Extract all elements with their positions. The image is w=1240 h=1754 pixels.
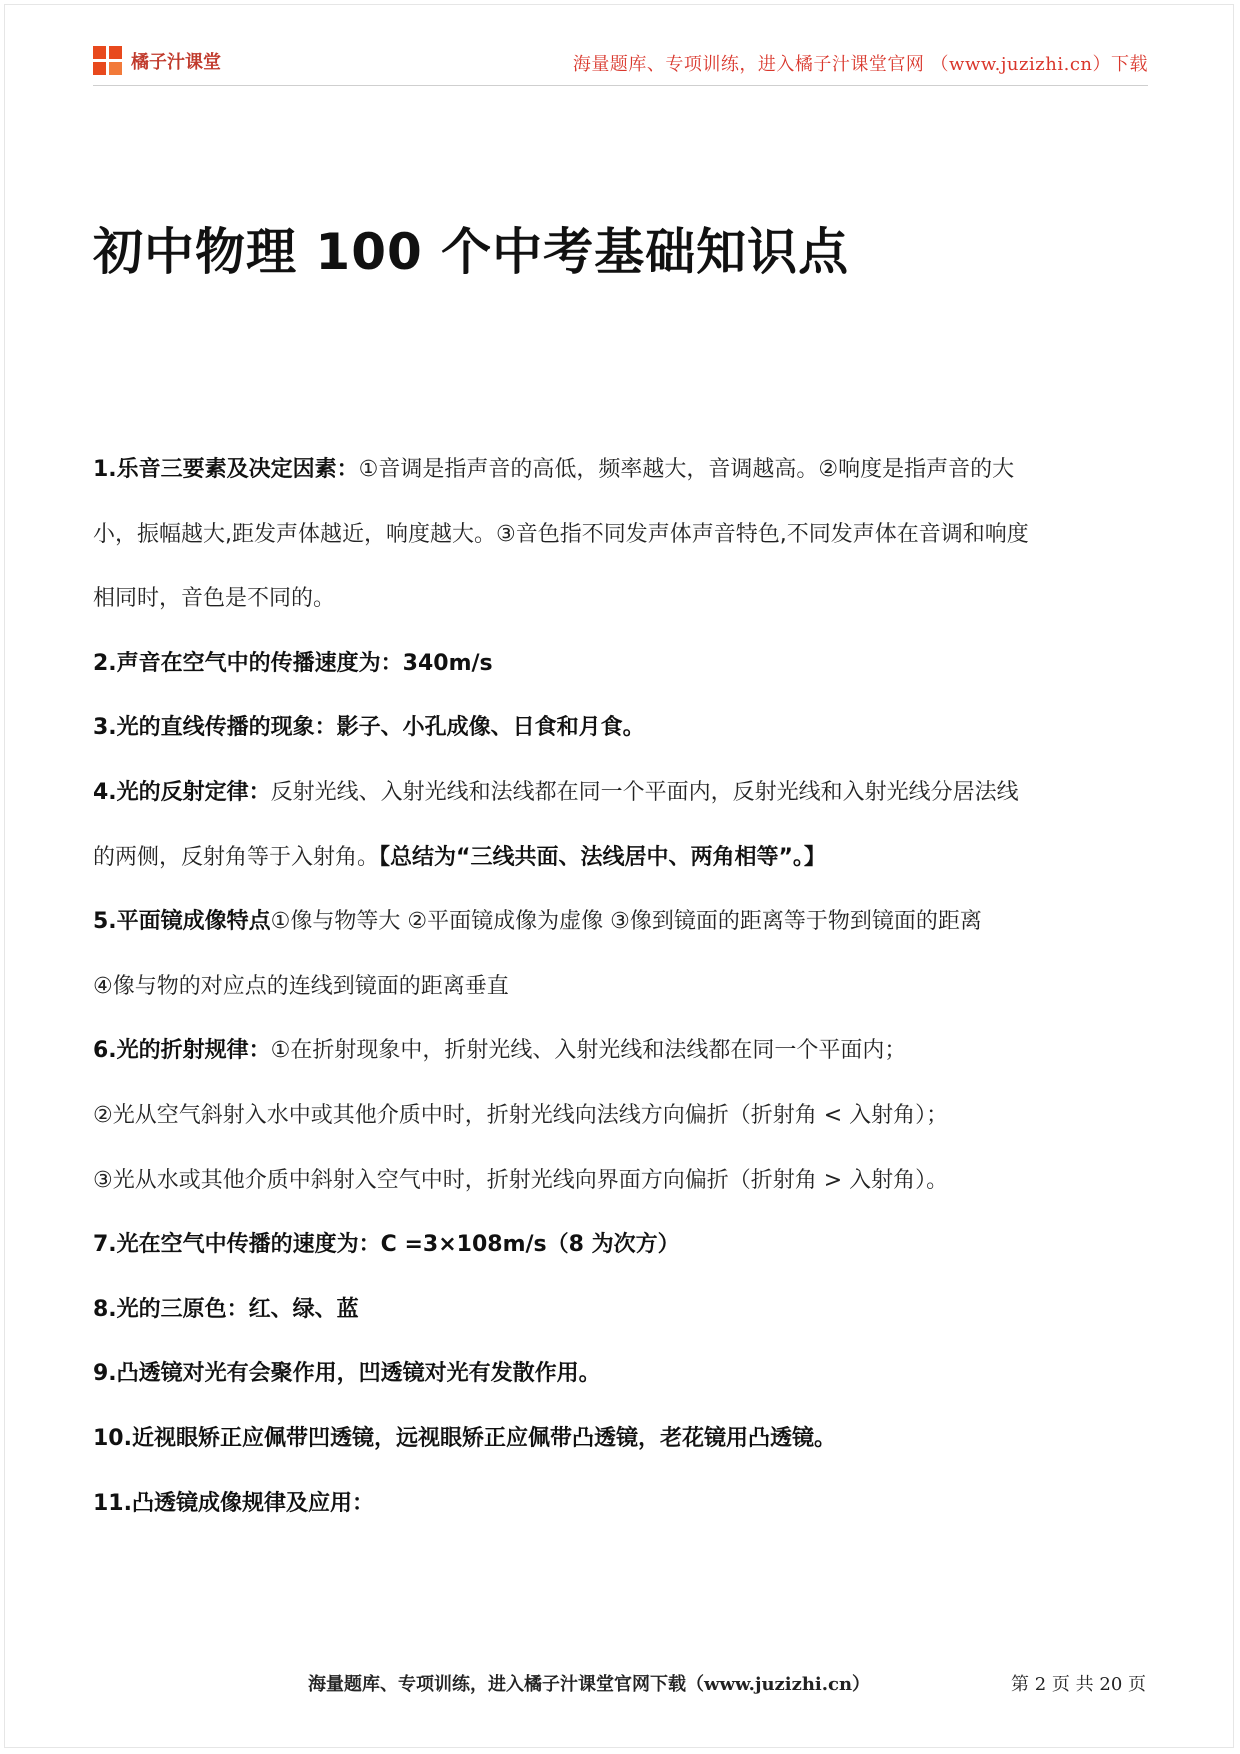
point-text: ①在折射现象中，折射光线、入射光线和法线都在同一个平面内；: [270, 1038, 907, 1064]
point-text: 相同时，音色是不同的。: [93, 586, 336, 612]
page-footer: [0, 1670, 1240, 1700]
text-line: [93, 1472, 1153, 1537]
text-line: [93, 1149, 1153, 1214]
footer-slogan-link[interactable]: 海量题库、专项训练，进入橘子汁课堂官网下载（www.juzizhi.cn）: [308, 1674, 871, 1695]
point-text: ①像与物等大 ②平面镜成像为虚像 ③像到镜面的距离等于物到镜面的距离: [270, 909, 982, 935]
point-heading: 8.光的三原色：红、绿、蓝: [93, 1296, 359, 1322]
point-heading: 7.光在空气中传播的速度为：C =3×108m/s（8 为次方）: [93, 1232, 680, 1258]
text-line: [93, 632, 1153, 697]
document-body: [93, 438, 1153, 1536]
header-slogan-link[interactable]: 海量题库、专项训练，进入橘子汁课堂官网 （www.juzizhi.cn）下载: [572, 54, 1148, 75]
point-heading: 4.光的反射定律：: [93, 779, 271, 805]
text-line: [93, 567, 1153, 632]
page-number: 第 2 页 共 20 页: [1011, 1674, 1146, 1695]
point-text: 的两侧，反射角等于入射角。: [93, 844, 380, 870]
point-text: ③光从水或其他介质中斜射入空气中时，折射光线向界面方向偏折（折射角 > 入射角）。: [93, 1167, 949, 1193]
document-title: 初中物理 100 个中考基础知识点: [93, 223, 850, 281]
header-divider: [93, 85, 1148, 86]
point-heading: 9.凸透镜对光有会聚作用，凹透镜对光有发散作用。: [93, 1361, 601, 1387]
point-summary: 【总结为“三线共面、法线居中、两角相等”。】: [379, 844, 826, 870]
page-header: [93, 38, 1148, 84]
point-heading: 5.平面镜成像特点: [93, 909, 271, 935]
text-line: [93, 696, 1153, 761]
point-heading: 11.凸透镜成像规律及应用：: [93, 1490, 374, 1516]
text-line: [93, 1278, 1153, 1343]
text-line: [93, 1213, 1153, 1278]
text-line: [93, 761, 1153, 826]
point-text: ①音调是指声音的高低，频率越大，音调越高。②响度是指声音的大: [358, 457, 1015, 482]
point-text: ②光从空气斜射入水中或其他介质中时，折射光线向法线方向偏折（折射角 < 入射角）；: [93, 1102, 949, 1128]
logo-icon: [93, 46, 123, 76]
text-line: [93, 1019, 1153, 1084]
brand-logo[interactable]: [93, 46, 221, 76]
point-heading: 1.乐音三要素及决定因素：: [93, 457, 359, 482]
text-line: [93, 890, 1153, 955]
text-line: [93, 955, 1153, 1020]
point-heading: 3.光的直线传播的现象：影子、小孔成像、日食和月食。: [93, 715, 645, 741]
brand-name: 橘子汁课堂: [131, 52, 221, 73]
text-line: [93, 503, 1153, 568]
text-line: [93, 1342, 1153, 1407]
point-text: 小，振幅越大,距发声体越近，响度越大。③音色指不同发声体声音特色,不同发声体在音调和响度: [93, 521, 1029, 547]
point-heading: 2.声音在空气中的传播速度为：340m/s: [93, 650, 493, 676]
text-line: [93, 1084, 1153, 1149]
point-heading: 10.近视眼矫正应佩带凹透镜，远视眼矫正应佩带凸透镜，老花镜用凸透镜。: [93, 1425, 836, 1451]
point-text: ④像与物的对应点的连线到镜面的距离垂直: [93, 973, 509, 999]
point-text: 反射光线、入射光线和法线都在同一个平面内，反射光线和入射光线分居法线: [270, 779, 1019, 805]
text-line: [93, 1407, 1153, 1472]
text-line: [93, 438, 1153, 503]
point-heading: 6.光的折射规律：: [93, 1038, 271, 1064]
text-line: [93, 826, 1153, 891]
